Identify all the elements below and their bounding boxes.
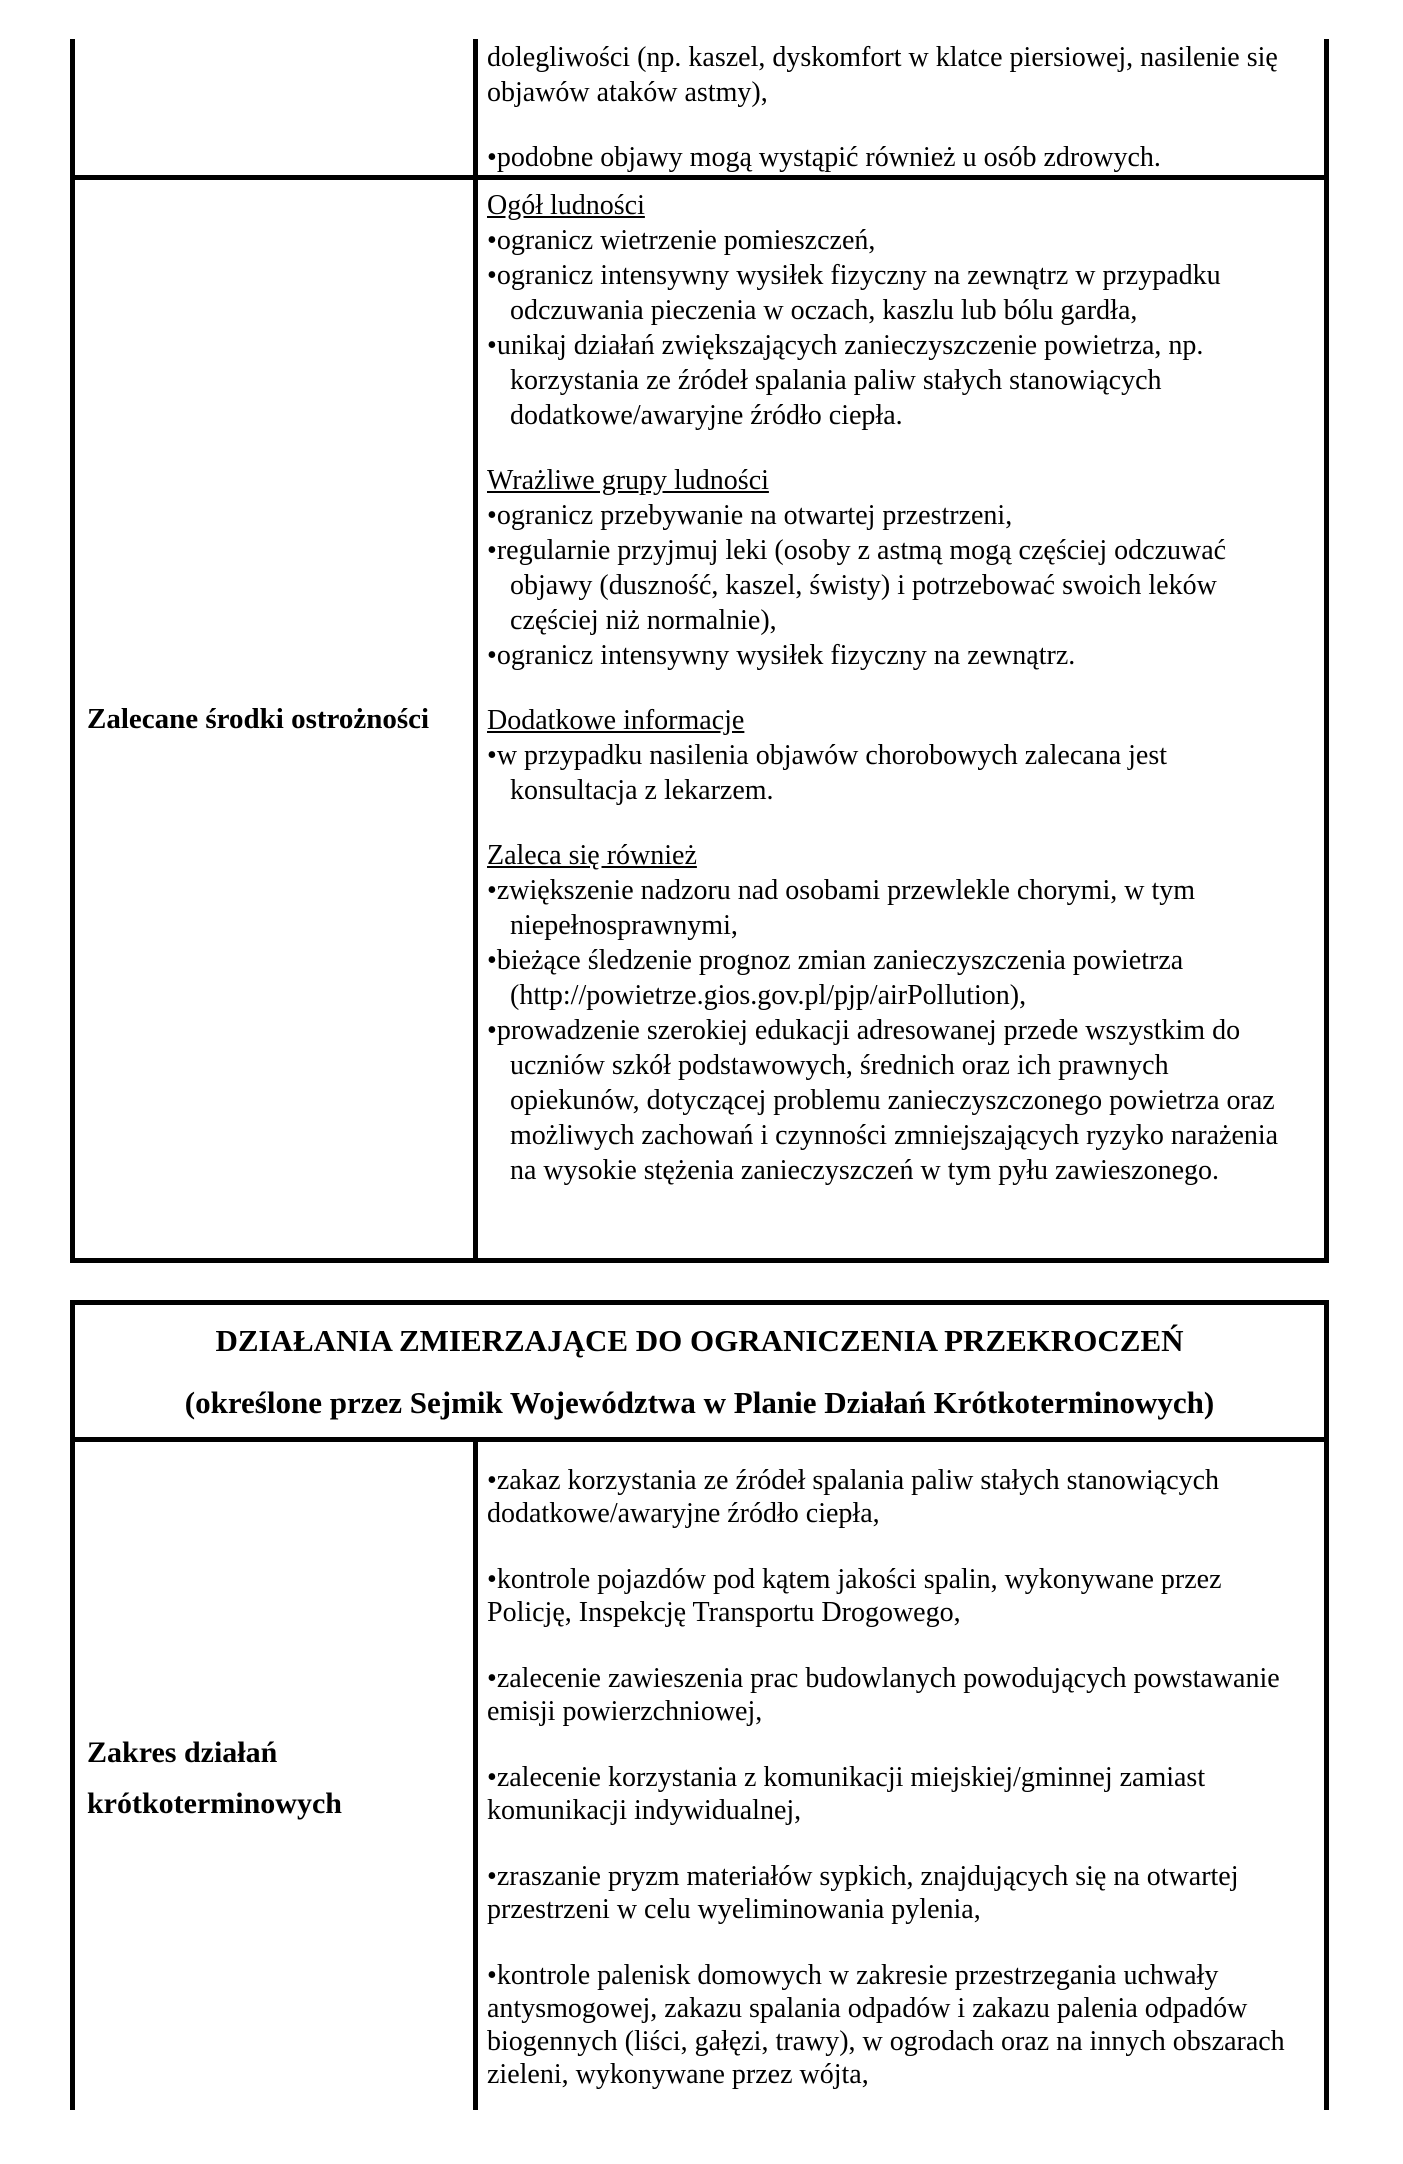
bullet-item: • zwiększenie nadzoru nad osobami przewlekle chorymi, w tym niepełnosprawnymi, bbox=[487, 873, 1296, 943]
table-row-precautions bbox=[70, 175, 1329, 1263]
actions-content-cell bbox=[478, 1442, 1324, 2110]
bullet-item: • prowadzenie szerokiej edukacji adresowanej przede wszystkim do uczniów szkół podstawowych, średnich oraz ich prawnych opiekunów, dotyczącej problemu zanieczyszczonego powietrza oraz możliwych zachowań i czynności zmniejszających ryzyko narażenia na wysokie stężenia zanieczyszczeń w tym pyłu zawieszonego. bbox=[487, 1013, 1296, 1188]
precaution-section bbox=[487, 463, 1296, 673]
precautions-table bbox=[70, 39, 1329, 1263]
precaution-section bbox=[487, 703, 1296, 808]
precaution-section bbox=[487, 838, 1296, 1188]
bullet-item: • regularnie przyjmuj leki (osoby z astmą mogą częściej odczuwać objawy (duszność, kaszel, świsty) i potrzebować swoich leków częściej niż normalnie), bbox=[487, 533, 1296, 638]
bullet-item: • ogranicz przebywanie na otwartej przestrzeni, bbox=[487, 498, 1296, 533]
section-heading: Dodatkowe informacje bbox=[487, 705, 745, 736]
bullet-item: • w przypadku nasilenia objawów chorobowych zalecana jest konsultacja z lekarzem. bbox=[487, 738, 1296, 808]
row-label-short-term-actions bbox=[75, 1727, 473, 1829]
section-bullet-list bbox=[487, 738, 1296, 808]
bullet-item: • ogranicz intensywny wysiłek fizyczny na zewnątrz. bbox=[487, 638, 1296, 673]
actions-table bbox=[70, 1300, 1329, 2110]
bullet-item: • zakaz korzystania ze źródeł spalania paliw stałych stanowiących dodatkowe/awaryjne źródło ciepła, bbox=[487, 1464, 1296, 1530]
table-row-short-term-actions bbox=[70, 1442, 1329, 2110]
actions-table-header bbox=[70, 1300, 1329, 1442]
bullet-item: • bieżące śledzenie prognoz zmian zanieczyszczenia powietrza (http://powietrze.gios.gov.pl/pjp/airPollution), bbox=[487, 943, 1296, 1013]
bullet-item: • ogranicz intensywny wysiłek fizyczny na zewnątrz w przypadku odczuwania pieczenia w oczach, kaszlu lub bólu gardła, bbox=[487, 258, 1296, 328]
table-row-symptoms-partial bbox=[70, 39, 1329, 175]
symptoms-cell bbox=[478, 39, 1324, 175]
actions-header-line1: DZIAŁANIA ZMIERZAJĄCE DO OGRANICZENIA PRZEKROCZEŃ bbox=[215, 1323, 1184, 1358]
bullet-item: • unikaj działań zwiększających zanieczyszczenie powietrza, np. korzystania ze źródeł spalania paliw stałych stanowiących dodatkowe/awaryjne źródło ciepła. bbox=[487, 328, 1296, 433]
bullet-item: • zraszanie pryzm materiałów sypkich, znajdujących się na otwartej przestrzeni w celu wyeliminowania pylenia, bbox=[487, 1860, 1296, 1926]
bullet-item: • ogranicz wietrzenie pomieszczeń, bbox=[487, 223, 1296, 258]
actions-label-cell bbox=[75, 1442, 478, 2110]
empty-label-cell bbox=[75, 39, 478, 175]
section-bullet-list bbox=[487, 223, 1296, 433]
row-label-precautions: Zalecane środki ostrożności bbox=[87, 702, 430, 735]
precaution-section bbox=[487, 188, 1296, 433]
section-heading: Wrażliwe grupy ludności bbox=[487, 465, 769, 496]
bullet-item: • zalecenie zawieszenia prac budowlanych powodujących powstawanie emisji powierzchniowej, bbox=[487, 1662, 1296, 1728]
section-heading: Ogół ludności bbox=[487, 190, 645, 221]
section-bullet-list bbox=[487, 873, 1296, 1188]
bullet-item: • zalecenie korzystania z komunikacji miejskiej/gminnej zamiast komunikacji indywidualnej, bbox=[487, 1761, 1296, 1827]
bullet-item: • kontrole palenisk domowych w zakresie przestrzegania uchwały antysmogowej, zakazu spalania odpadów i zakazu palenia odpadów biogennych (liści, gałęzi, trawy), w ogrodach oraz na innych obszarach zieleni, wykonywane przez wójta, bbox=[487, 1959, 1296, 2091]
row-label-line2: krótkoterminowych bbox=[87, 1787, 342, 1820]
bullet-item: • kontrole pojazdów pod kątem jakości spalin, wykonywane przez Policję, Inspekcję Transportu Drogowego, bbox=[487, 1563, 1296, 1629]
actions-header-line2: (określone przez Sejmik Województwa w Planie Działań Krótkoterminowych) bbox=[184, 1385, 1215, 1420]
precautions-label-cell bbox=[75, 180, 478, 1258]
symptoms-bullet-list bbox=[487, 140, 1296, 175]
precautions-content-cell bbox=[478, 180, 1324, 1258]
row-label-line1: Zakres działań bbox=[87, 1736, 278, 1769]
bullet-item: • podobne objawy mogą wystąpić również u osób zdrowych. bbox=[487, 140, 1296, 175]
symptoms-continuation-text: dolegliwości (np. kaszel, dyskomfort w klatce piersiowej, nasilenie się objawów ataków astmy), bbox=[487, 42, 1278, 108]
section-heading: Zaleca się również bbox=[487, 840, 697, 871]
section-bullet-list bbox=[487, 498, 1296, 673]
